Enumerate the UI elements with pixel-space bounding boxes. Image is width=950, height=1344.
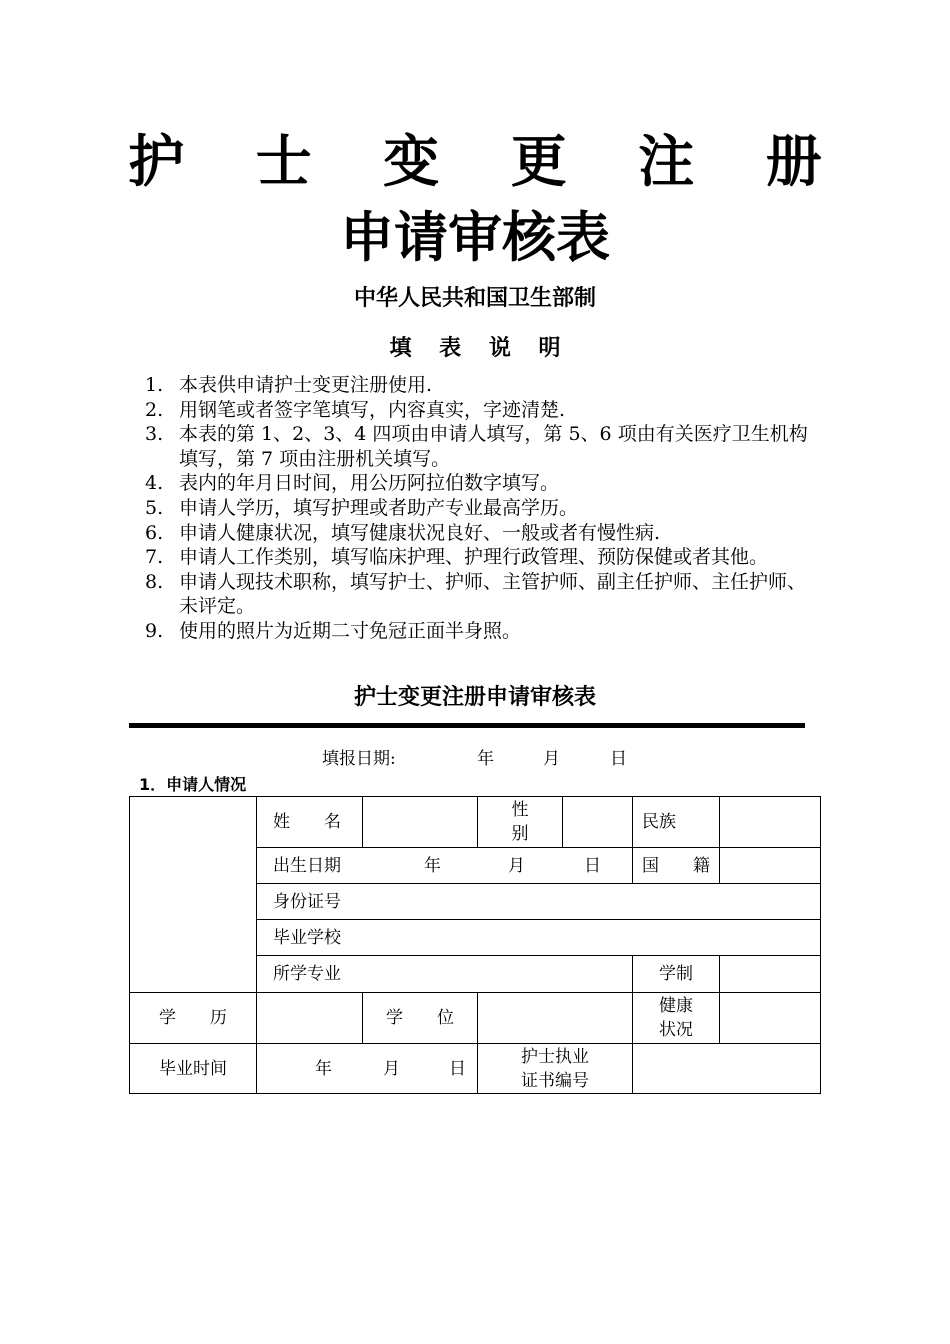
duration-label: 学制: [659, 964, 693, 984]
health-label-line2: 状况: [659, 1020, 693, 1040]
instruction-text: 用钢笔或者签字笔填写，内容真实，字迹清楚.: [179, 398, 566, 421]
gender-label: [478, 797, 562, 847]
gender-label-line1: 性: [511, 800, 529, 820]
nationality-field[interactable]: [720, 848, 820, 883]
cert-number-label-line1: 护士执业: [521, 1046, 589, 1067]
major-field[interactable]: [363, 956, 632, 992]
degree-field[interactable]: [478, 993, 632, 1043]
instruction-item: [145, 521, 815, 546]
section-1-title: 1．申请人情况: [139, 775, 247, 794]
graduation-day[interactable]: 日: [449, 1058, 466, 1079]
instruction-text: 本表供申请护士变更注册使用.: [179, 374, 433, 396]
instruction-number: 1.: [145, 374, 164, 396]
fill-date-month[interactable]: 月: [543, 749, 560, 769]
fill-date-year[interactable]: 年: [477, 749, 494, 769]
instruction-number: 4.: [145, 472, 164, 495]
instructions-list: [145, 373, 815, 644]
id-number-field[interactable]: [363, 884, 820, 919]
fill-date-day[interactable]: 日: [610, 749, 627, 769]
cert-number-label-line2: 证书编号: [521, 1070, 589, 1091]
instruction-item: [145, 545, 815, 570]
name-label: 姓 名: [273, 812, 341, 832]
instruction-item: [145, 422, 815, 471]
instruction-text: 本表的第 1、2、3、4 四项由申请人填写，第 5、6 项由有关医疗卫生机构填写，第 7 项由注册机关填写。: [179, 423, 808, 470]
school-field[interactable]: [363, 920, 820, 955]
instruction-number: 9.: [145, 619, 164, 642]
gender-field[interactable]: [563, 797, 632, 847]
table-border-right: [820, 796, 821, 1094]
instruction-item: [145, 496, 815, 521]
instruction-number: 5.: [145, 496, 164, 519]
instruction-number: 8.: [145, 570, 164, 593]
instruction-text: 申请人健康状况，填写健康状况良好、一般或者有慢性病.: [179, 521, 661, 544]
instruction-item: [145, 373, 815, 398]
instruction-text: 申请人工作类别，填写临床护理、护理行政管理、预防保健或者其他。: [179, 546, 769, 569]
name-field[interactable]: [363, 797, 477, 847]
health-label-line1: 健康: [659, 996, 693, 1016]
instruction-number: 6.: [145, 521, 164, 544]
birth-date-label: 出生日期: [273, 855, 341, 876]
ethnicity-field[interactable]: [720, 797, 820, 847]
instruction-number: 3.: [145, 423, 164, 446]
instruction-item: [145, 570, 815, 619]
form-title: 护士变更注册申请审核表: [353, 685, 596, 710]
instruction-text: 使用的照片为近期二寸免冠正面半身照。: [179, 619, 522, 642]
instruction-item: [145, 619, 815, 644]
cert-number-label: [478, 1044, 632, 1093]
graduation-time-label: 毕业时间: [159, 1058, 227, 1079]
instruction-item: [145, 398, 815, 423]
school-label: 毕业学校: [273, 927, 341, 948]
cert-number-field[interactable]: [633, 1044, 820, 1093]
duration-field[interactable]: [720, 956, 820, 992]
table-border-bottom: [129, 1093, 821, 1094]
instruction-number: 7.: [145, 546, 164, 569]
table-line: [256, 796, 257, 1094]
id-number-label: 身份证号: [273, 891, 341, 912]
applicant-info-table: [129, 796, 821, 1094]
nationality-label: 国 籍: [642, 855, 710, 876]
education-label: 学 历: [159, 1008, 227, 1028]
fill-date-label: 填报日期:: [322, 749, 396, 769]
instruction-number: 2.: [145, 398, 164, 421]
degree-label: 学 位: [386, 1008, 454, 1028]
issuer-line: 中华人民共和国卫生部制: [353, 286, 596, 311]
instruction-text: 表内的年月日时间，用公历阿拉伯数字填写。: [179, 472, 560, 495]
title-rule: [129, 723, 805, 728]
instruction-text: 申请人现技术职称，填写护士、护师、主管护师、副主任护师、主任护师、未评定。: [179, 570, 807, 618]
gender-label-line2: 别: [511, 824, 529, 844]
birth-year[interactable]: 年: [424, 855, 441, 876]
health-field[interactable]: [720, 993, 820, 1043]
birth-day[interactable]: 日: [584, 855, 601, 876]
ethnicity-label: 民族: [642, 812, 676, 832]
graduation-year[interactable]: 年: [315, 1058, 332, 1079]
instruction-text: 申请人学历，填写护理或者助产专业最高学历。: [179, 496, 579, 519]
photo-area[interactable]: [130, 797, 256, 992]
health-label: [633, 993, 719, 1043]
major-label: 所学专业: [273, 964, 341, 984]
document-title-line2: 申请审核表: [340, 206, 610, 269]
education-field[interactable]: [257, 993, 362, 1043]
document-title-line1: 护 士 变 更 注 册: [128, 130, 848, 195]
graduation-month[interactable]: 月: [383, 1058, 400, 1079]
birth-month[interactable]: 月: [508, 855, 525, 876]
table-line: [632, 796, 633, 883]
instructions-heading: 填 表 说 明: [389, 336, 571, 361]
instruction-item: [145, 471, 815, 496]
